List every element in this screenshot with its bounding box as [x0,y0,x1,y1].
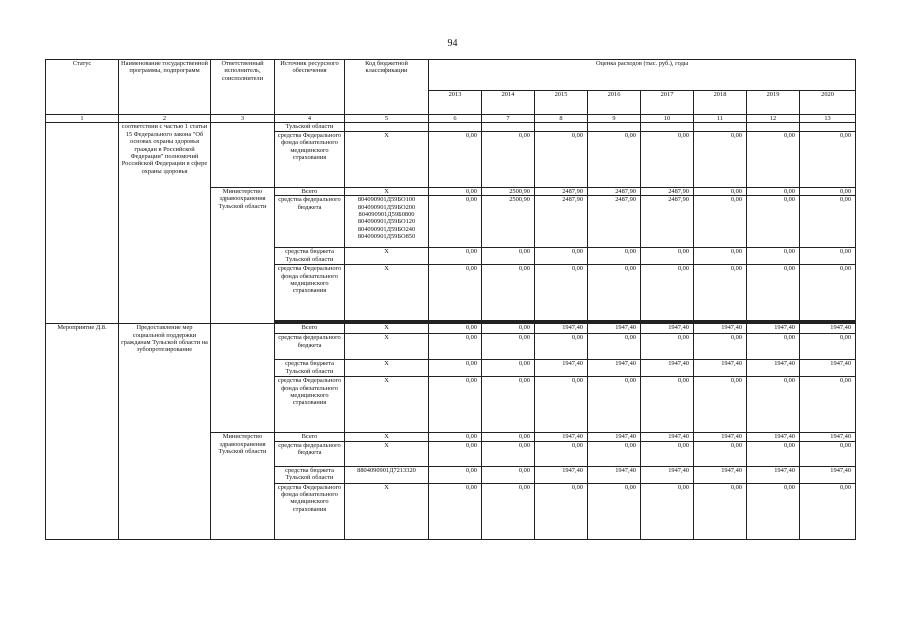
col-number: 2 [119,115,211,123]
value-cell: 0,00 [429,187,482,195]
value-cell: 0,00 [482,324,535,334]
value-cell: 0,00 [588,334,641,360]
value-cell: 0,00 [800,265,856,321]
responsible-cell: Министерство здравоохранения Тульской области [211,187,275,323]
column-numbers-row [46,115,856,123]
source-cell: Всего [275,433,345,441]
value-cell: 0,00 [535,248,588,265]
value-cell: 2487,90 [641,187,694,195]
code-cell: Х [345,483,429,539]
value-cell: 0,00 [694,377,747,433]
value-cell: 0,00 [429,483,482,539]
value-cell: 1947,40 [694,466,747,483]
value-cell: 0,00 [800,248,856,265]
value-cell: 0,00 [429,265,482,321]
code-cell: Х [345,441,429,466]
source-cell: средства бюджета Тульской области [275,360,345,377]
value-cell: 1947,40 [535,360,588,377]
value-cell: 0,00 [482,466,535,483]
col-number: 6 [429,115,482,123]
year-header: 2019 [747,91,800,115]
value-cell: 0,00 [694,441,747,466]
value-cell: 0,00 [588,265,641,321]
code-cell: Х [345,377,429,433]
value-cell: 1947,40 [800,466,856,483]
value-cell: 0,00 [482,131,535,187]
value-cell: 1947,40 [800,324,856,334]
value-cell: 0,00 [747,483,800,539]
status-cell [46,123,119,324]
code-cell: Х [345,265,429,321]
value-cell: 0,00 [429,433,482,441]
responsible-cell [211,123,275,187]
source-cell: средства федерального бюджета [275,441,345,466]
col-number: 4 [275,115,345,123]
source-cell: средства Федерального фонда обязательного медицинского страхования [275,131,345,187]
value-cell: 0,00 [641,265,694,321]
value-cell: 0,00 [482,441,535,466]
value-cell: 1947,40 [747,433,800,441]
col-number: 7 [482,115,535,123]
value-cell: 1947,40 [747,360,800,377]
value-cell: 0,00 [641,441,694,466]
header-name: Наименование государственной программы, подпрограмм [119,60,211,115]
code-cell: Х [345,187,429,195]
year-header: 2017 [641,91,694,115]
value-cell: 0,00 [588,248,641,265]
value-cell: 0,00 [747,334,800,360]
value-cell: 2487,90 [588,196,641,248]
value-cell: 2500,90 [482,196,535,248]
col-number: 3 [211,115,275,123]
value-cell: 0,00 [482,483,535,539]
source-cell: средства федерального бюджета [275,334,345,360]
code-cell: Х [345,360,429,377]
value-cell: 0,00 [747,196,800,248]
program-name-cell: соответствии с частью 1 статьи 15 Федерального закона "Об основах охраны здоровья граждан в Российской Федерации" полномочий Российской Федерации в сфере охраны здоровья [119,123,211,324]
value-cell: 0,00 [800,334,856,360]
source-cell: средства Федерального фонда обязательного медицинского страхования [275,377,345,433]
value-cell: 2487,90 [535,196,588,248]
page-number: 94 [447,38,458,49]
source-cell: средства бюджета Тульской области [275,248,345,265]
source-cell: Всего [275,324,345,334]
value-cell: 0,00 [694,334,747,360]
value-cell: 0,00 [482,265,535,321]
value-cell: 0,00 [429,324,482,334]
value-cell: 0,00 [482,433,535,441]
value-cell: 0,00 [535,441,588,466]
value-cell: 0,00 [429,360,482,377]
expenditure-table [45,59,856,540]
value-cell: 0,00 [588,441,641,466]
value-cell: 1947,40 [694,360,747,377]
value-cell: 0,00 [482,360,535,377]
value-cell: 1947,40 [641,433,694,441]
source-cell: Всего [275,187,345,195]
value-cell: 1947,40 [641,360,694,377]
col-number: 11 [694,115,747,123]
value-cell: 0,00 [800,196,856,248]
col-number: 12 [747,115,800,123]
value-cell: 1947,40 [694,433,747,441]
header-responsible: Ответственный исполнитель, соисполнители [211,60,275,115]
value-cell: 0,00 [800,483,856,539]
value-cell: 0,00 [747,187,800,195]
value-cell: 0,00 [535,131,588,187]
col-number: 1 [46,115,119,123]
code-cell: Х [345,334,429,360]
value-cell: 1947,40 [588,324,641,334]
code-cell: Х [345,433,429,441]
value-cell: 1947,40 [747,324,800,334]
value-cell: 0,00 [694,248,747,265]
value-cell: 1947,40 [800,360,856,377]
value-cell: 2487,90 [641,196,694,248]
code-cell: 8804090901Д7213320 [345,466,429,483]
value-cell: 1947,40 [747,466,800,483]
responsible-cell [211,324,275,433]
value-cell: 0,00 [694,196,747,248]
year-header: 2013 [429,91,482,115]
value-cell: 0,00 [800,131,856,187]
value-cell: 1947,40 [588,360,641,377]
code-cell: Х [345,324,429,334]
value-cell: 0,00 [747,265,800,321]
value-cell: 0,00 [482,248,535,265]
value-cell: 0,00 [800,441,856,466]
source-cell: средства бюджета Тульской области [275,466,345,483]
value-cell: 0,00 [482,377,535,433]
value-cell: 1947,40 [588,433,641,441]
value-cell: 1947,40 [588,466,641,483]
value-cell: 1947,40 [535,324,588,334]
value-cell: 1947,40 [535,433,588,441]
col-number: 9 [588,115,641,123]
value-cell: 0,00 [482,334,535,360]
value-cell: 0,00 [535,334,588,360]
value-cell: 0,00 [588,483,641,539]
value-cell: 0,00 [429,131,482,187]
value-cell: 1947,40 [641,466,694,483]
header-estimate: Оценка расходов (тыс. руб.), годы [429,60,856,91]
value-cell: 0,00 [429,196,482,248]
value-cell: 0,00 [429,248,482,265]
col-number: 10 [641,115,694,123]
value-cell: 1947,40 [800,433,856,441]
value-cell: 0,00 [641,377,694,433]
source-cell: Тульской области [275,123,345,131]
header-status: Статус [46,60,119,115]
value-cell: 0,00 [694,483,747,539]
value-cell: 2487,90 [588,187,641,195]
value-cell: 0,00 [747,377,800,433]
year-header: 2015 [535,91,588,115]
value-cell: 0,00 [588,377,641,433]
col-number: 13 [800,115,856,123]
value-cell: 0,00 [535,377,588,433]
code-cell: 804090901Д59БО100 804090901Д59БО200 804090901Д59Б0800 804090901Д59БО120 804090901Д59БО240 804090901Д59БО850 [345,196,429,248]
value-cell: 0,00 [641,334,694,360]
value-cell: 0,00 [694,265,747,321]
source-cell: средства Федерального фонда обязательного медицинского страхования [275,483,345,539]
value-cell: 0,00 [747,441,800,466]
value-cell: 0,00 [800,377,856,433]
code-cell: Х [345,131,429,187]
value-cell: 1947,40 [641,324,694,334]
source-cell: средства федерального бюджета [275,196,345,248]
value-cell: 2500,90 [482,187,535,195]
program-name-cell: Предоставление мер социальной поддержки гражданам Тульской области на зубопротезирование [119,324,211,539]
value-cell: 0,00 [588,131,641,187]
value-cell: 0,00 [694,131,747,187]
value-cell: 0,00 [429,441,482,466]
value-cell: 0,00 [429,466,482,483]
col-number: 8 [535,115,588,123]
year-header: 2018 [694,91,747,115]
value-cell: 1947,40 [535,466,588,483]
status-cell: Мероприятие Д.8. [46,324,119,539]
code-cell: Х [345,248,429,265]
header-budget-code: Код бюджетной классификации [345,60,429,115]
value-cell: 1947,40 [694,324,747,334]
table-row [46,324,856,334]
year-header: 2020 [800,91,856,115]
value-cell: 0,00 [641,483,694,539]
value-cell: 0,00 [641,131,694,187]
header-sources: Источник ресурсного обеспечения [275,60,345,115]
col-number: 5 [345,115,429,123]
value-cell: 0,00 [747,248,800,265]
value-cell: 0,00 [535,483,588,539]
value-cell: 0,00 [641,248,694,265]
source-cell: средства Федерального фонда обязательного медицинского страхования [275,265,345,321]
year-header: 2016 [588,91,641,115]
value-cell: 0,00 [800,187,856,195]
table-row [46,123,856,131]
value-cell: 0,00 [747,131,800,187]
value-cell: 0,00 [694,187,747,195]
value-cell: 0,00 [535,265,588,321]
value-cell: 2487,90 [535,187,588,195]
responsible-cell: Министерство здравоохранения Тульской области [211,433,275,539]
value-cell: 0,00 [429,334,482,360]
value-cell: 0,00 [429,377,482,433]
year-header: 2014 [482,91,535,115]
